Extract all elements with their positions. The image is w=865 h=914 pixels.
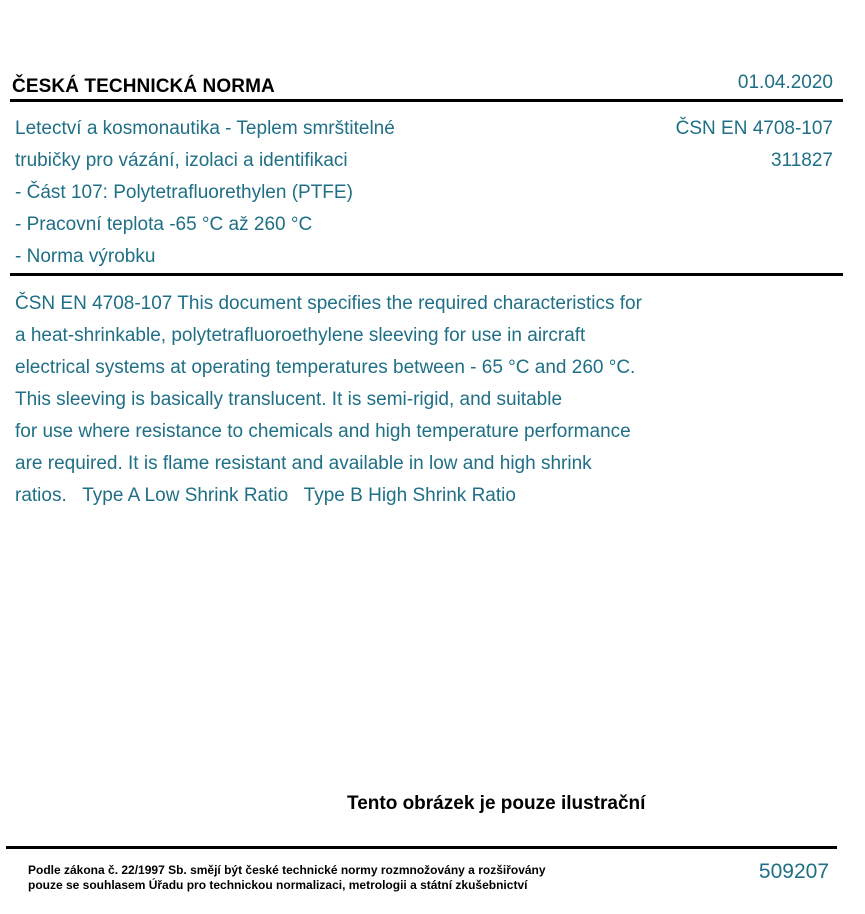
title-line-2: trubičky pro vázání, izolaci a identifikaci [15,150,348,171]
abstract-line-4: This sleeving is basically translucent. It is semi-rigid, and suitable [15,389,563,410]
legal-notice-line-2: pouze se souhlasem Úřadu pro technickou normalizaci, metrologii a státní zkušebnictví [28,878,528,892]
illustration-note: Tento obrázek je pouze ilustrační [347,793,646,814]
title-line-3: - Část 107: Polytetrafluorethylen (PTFE) [15,182,353,203]
norm-title: ČESKÁ TECHNICKÁ NORMA [12,76,275,97]
title-line-5: - Norma výrobku [15,246,156,267]
publication-date: 01.04.2020 [737,72,833,93]
abstract-line-3: electrical systems at operating temperatures between - 65 °C and 260 °C. [15,357,636,378]
abstract-line-6: are required. It is flame resistant and available in low and high shrink [15,453,592,474]
abstract-line-2: a heat-shrinkable, polytetrafluoroethylene sleeving for use in aircraft [15,325,586,346]
abstract-line-5: for use where resistance to chemicals and high temperature performance [15,421,631,442]
document-id: 509207 [758,860,829,883]
header-divider [10,99,843,102]
abstract-line-1: ČSN EN 4708-107 This document specifies the required characteristics for [15,293,642,314]
title-line-1: Letectví a kosmonautika - Teplem smrštitelné [15,118,395,139]
standard-number: ČSN EN 4708-107 [675,118,833,139]
abstract-line-7: ratios. Type A Low Shrink Ratio Type B High Shrink Ratio [15,485,516,506]
classification-number: 311827 [771,150,833,171]
title-line-4: - Pracovní teplota -65 °C až 260 °C [15,214,313,235]
legal-notice-line-1: Podle zákona č. 22/1997 Sb. smějí být české technické normy rozmnožovány a rozšiřovány [28,863,546,877]
footer-divider [6,846,837,849]
title-divider [10,273,843,276]
